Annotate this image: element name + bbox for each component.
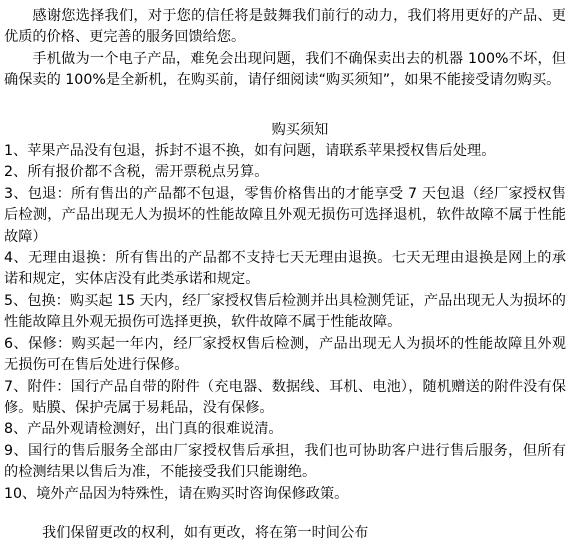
rule-item-9: 9、国行的售后服务全部由厂家授权售后承担，我们也可协助客户进行售后服务，但所有的检测结果以售后为准，不能接受我们只能谢绝。	[4, 442, 566, 481]
rule-item-10: 10、境外产品因为特殊性，请在购买时咨询保修政策。	[4, 485, 349, 502]
intro-paragraph-warranty: 手机做为一个电子产品，难免会出现问题，我们不确保卖出去的机器 100%不坏，但确保卖的 100%是全新机，在购买前，请仔细阅读“购买须知”，如果不能接受请勿购买。	[4, 50, 566, 89]
rule-item-7: 7、附件：国行产品自带的附件（充电器、数据线、耳机、电池），随机赠送的附件没有保修。贴膜、保护壳属于易耗品，没有保修。	[4, 378, 566, 416]
rule-item-6: 6、保修：购买起一年内，经厂家授权售后检测，产品出现无人为损坏的性能故障且外观无损伤可在售后处进行保修。	[4, 335, 566, 374]
rule-item-1: 1、苹果产品没有包退，拆封不退不换，如有问题，请联系苹果授权售后处理。	[4, 143, 496, 160]
rule-item-4: 4、无理由退换：所有售出的产品都不支持七天无理由退换。七天无理由退换是网上的承诺和规定，实体店没有此类承诺和规定。	[4, 250, 566, 288]
rule-item-5: 5、包换：购买起 15 天内，经厂家授权售后检测并出具检测凭证，产品出现无人为损坏的性能故障且外观无损伤可选择更换，软件故障不属于性能故障。	[4, 292, 566, 331]
intro-paragraph-thanks: 感谢您选择我们，对于您的信任将是鼓舞我们前行的动力，我们将用更好的产品、更优质的价格、更完善的服务回馈给您。	[4, 8, 566, 46]
footer-note: 我们保留更改的权利，如有更改，将在第一时间公布	[42, 524, 369, 541]
rule-item-2: 2、所有报价都不含税，需开票税点另算。	[4, 164, 269, 181]
notice-rules-list	[4, 141, 566, 505]
rule-item-3: 3、包退：所有售出的产品都不包退，零售价格售出的才能享受 7 天包退（经厂家授权售后检测，产品出现无人为损坏的性能故障且外观无损伤可选择退机，软件故障不属于性能故障）	[4, 185, 566, 245]
section-spacer	[4, 92, 566, 120]
rule-item-8: 8、产品外观请检测好，出门真的很难说清。	[4, 421, 283, 438]
notice-title: 购买须知	[271, 121, 329, 138]
purchase-notice-document	[4, 6, 566, 544]
